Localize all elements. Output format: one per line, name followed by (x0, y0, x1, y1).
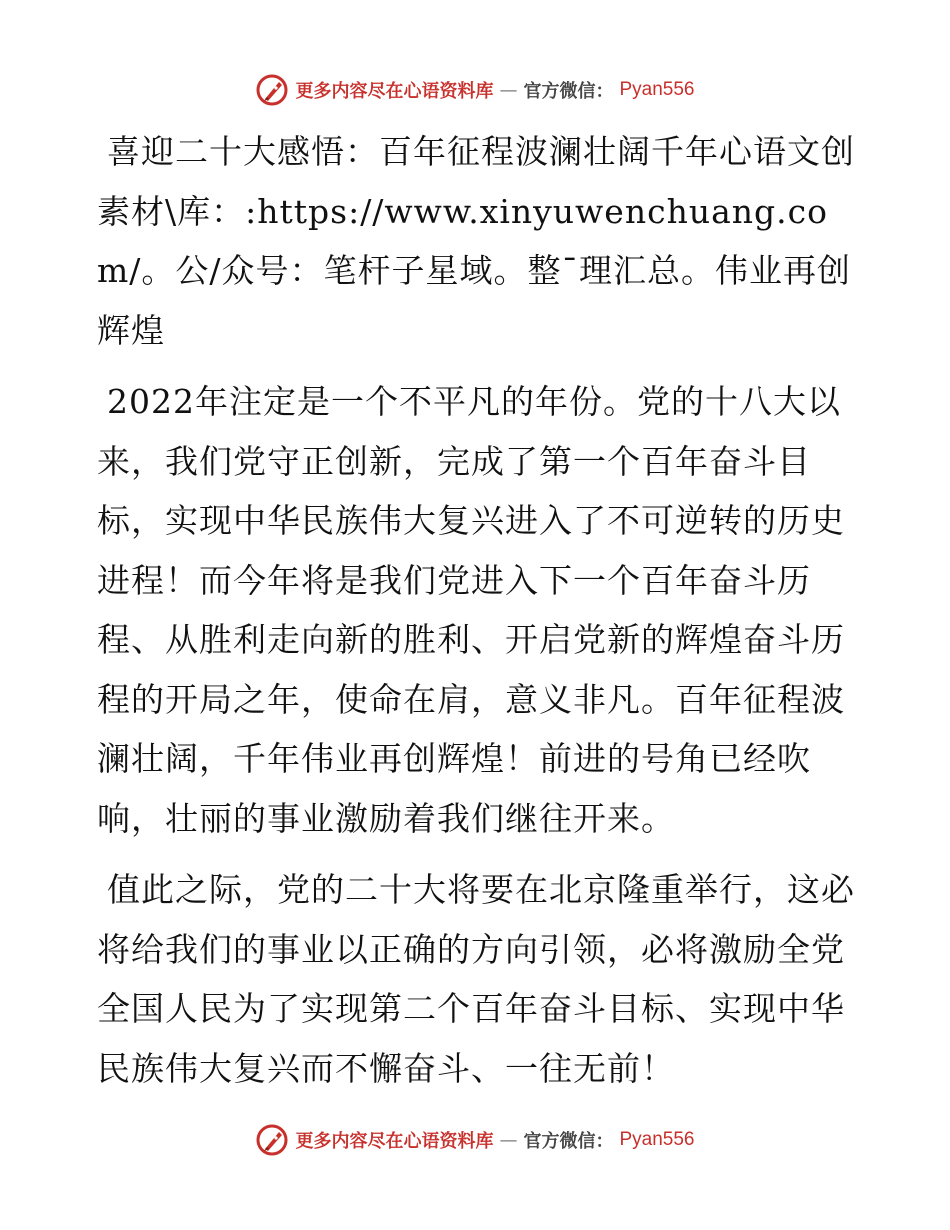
paragraph-intro (97, 372, 857, 848)
footer-wechat-label: 官方微信： (523, 1131, 614, 1152)
header-brand (255, 73, 694, 107)
paragraph-title-text: 喜迎二十大感悟：百年征程波澜壮阔千年心语文创素材\库：:https://www.xinyuwenchuang.com/。公/众号：笔杆子星域。整¯理汇总。伟业再创辉煌 (97, 132, 855, 350)
header-wechat-id: Pyan556 (619, 79, 695, 100)
paragraph-title (97, 122, 857, 360)
header-wechat-label: 官方微信： (523, 81, 614, 102)
footer-brand-separator: — (499, 1129, 518, 1151)
header-brand-title: 更多内容尽在心语资料库 (295, 81, 494, 102)
quill-pen-logo-icon (255, 1123, 289, 1157)
document-body (97, 122, 857, 1098)
quill-pen-logo-icon (255, 73, 289, 107)
paragraph-conclusion-text: 值此之际，党的二十大将要在北京隆重举行，这必将给我们的事业以正确的方向引领，必将激励全党全国人民为了实现第二个百年奋斗目标、实现中华民族伟大复兴而不懈奋斗、一往无前！ (97, 870, 855, 1088)
page-header (0, 70, 950, 110)
footer-brand-title: 更多内容尽在心语资料库 (295, 1131, 494, 1152)
paragraph-intro-text: 2022年注定是一个不平凡的年份。党的十八大以来，我们党守正创新，完成了第一个百年奋斗目标，实现中华民族伟大复兴进入了不可逆转的历史进程！而今年将是我们党进入下一个百年奋斗历程、从胜利走向新的胜利、开启党新的辉煌奋斗历程的开局之年，使命在肩，意义非凡。百年征程波澜壮阔，千年伟业再创辉煌！前进的号角已经吹响，壮丽的事业激励着我们继往开来。 (97, 382, 845, 838)
footer-wechat-id: Pyan556 (619, 1129, 695, 1150)
footer-brand (255, 1123, 694, 1157)
paragraph-conclusion (97, 860, 857, 1098)
header-brand-separator: — (499, 79, 518, 101)
page-footer (0, 1120, 950, 1160)
